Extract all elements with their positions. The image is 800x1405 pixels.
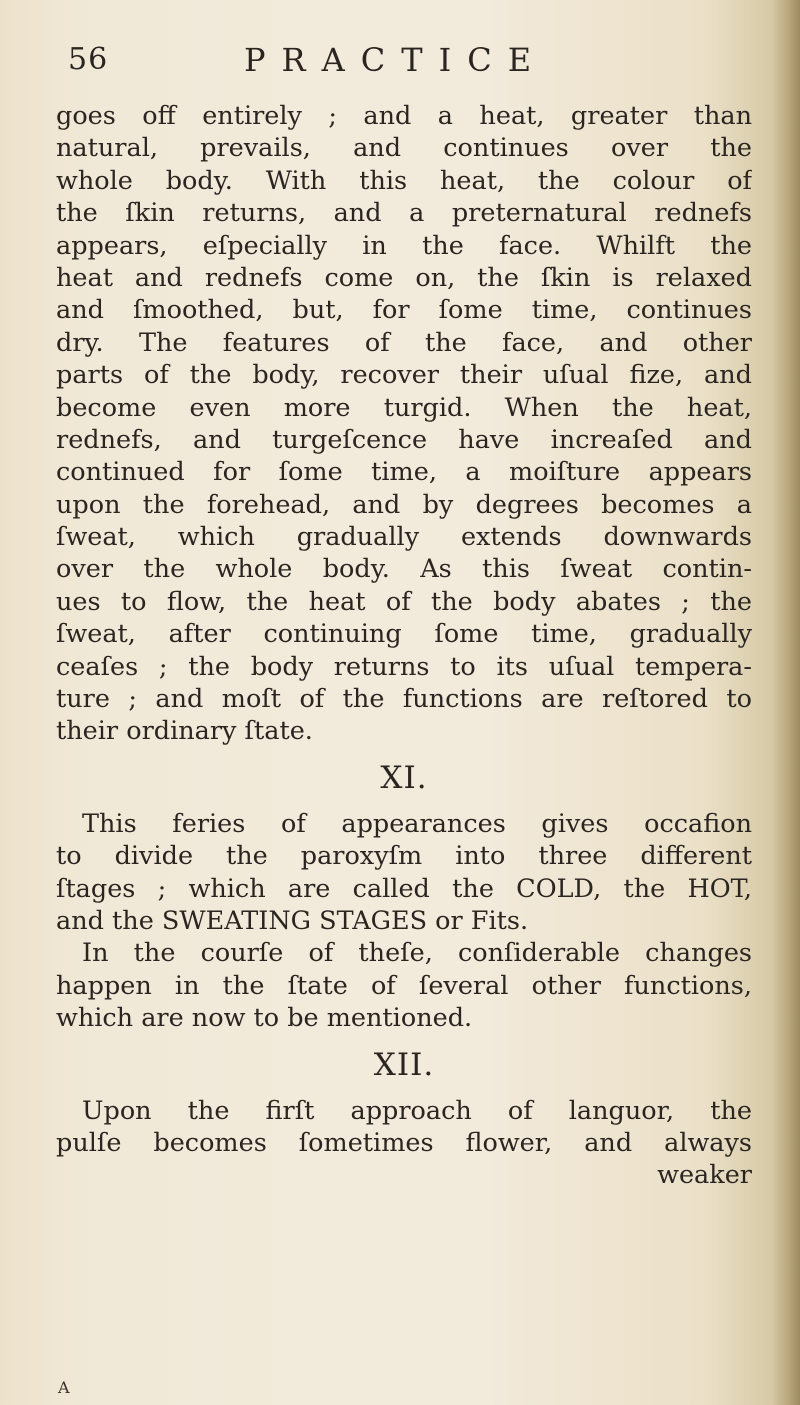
text-line: ceaſes ; the body returns to its uſual tempera- [56, 651, 752, 682]
text-line: This feries of appearances gives occafion [82, 808, 752, 839]
text-line: goes off entirely ; and a heat, greater than [56, 101, 752, 131]
page-number: 56 [68, 42, 109, 77]
text-line: become even more turgid. When the heat, [56, 392, 752, 423]
text-line: happen in the ſtate of ſeveral other functions, [56, 970, 752, 1001]
body-text [56, 100, 752, 1192]
text-line: natural, prevails, and continues over the [56, 133, 752, 164]
text-line: rednefs, and turgeſcence have increaſed and [56, 424, 752, 455]
text-line: continued for ſome time, a moiſture appears [56, 457, 752, 488]
catchword: weaker [657, 1160, 752, 1191]
running-title: PRACTICE [244, 41, 548, 79]
text-line: ſweat, which gradually extends downwards [56, 522, 752, 553]
running-head [68, 38, 628, 82]
signature-mark: A [58, 1378, 70, 1397]
text-line: which are now to be mentioned. [56, 1003, 473, 1034]
text-line: over the whole body. As this ſweat contin- [56, 554, 752, 585]
page-edge-shadow [772, 0, 800, 1405]
text-line: pulſe becomes ſometimes flower, and always [56, 1127, 752, 1158]
text-line: and ſmoothed, but, for ſome time, continues [56, 295, 752, 326]
text-line: and the SWEATING STAGES or Fits. [56, 905, 529, 936]
text-line: parts of the body, recover their uſual fize, and [56, 360, 752, 391]
text-line: heat and rednefs come on, the ſkin is relaxed [56, 262, 752, 293]
text-line: ues to flow, the heat of the body abates ; the [56, 586, 752, 617]
text-line: In the courſe of theſe, conſiderable changes [82, 938, 752, 969]
text-line: dry. The features of the face, and other [56, 327, 752, 358]
text-line: appears, eſpecially in the face. Whilft the [56, 230, 752, 261]
text-line: the ſkin returns, and a preternatural rednefs [56, 198, 752, 229]
text-line: ſtages ; which are called the COLD, the HOT, [56, 873, 752, 904]
section-heading: XII. [373, 1046, 435, 1083]
text-line: ture ; and moſt of the functions are reſtored to [56, 684, 752, 715]
section-heading: XI. [380, 759, 428, 796]
text-line: their ordinary ſtate. [56, 716, 313, 747]
text-line: ſweat, after continuing ſome time, gradually [56, 619, 752, 650]
text-line: to divide the paroxyſm into three different [56, 841, 752, 872]
text-line: whole body. With this heat, the colour of [56, 165, 752, 196]
text-line: Upon the firſt approach of languor, the [82, 1095, 752, 1126]
text-line: upon the forehead, and by degrees becomes a [56, 489, 752, 520]
